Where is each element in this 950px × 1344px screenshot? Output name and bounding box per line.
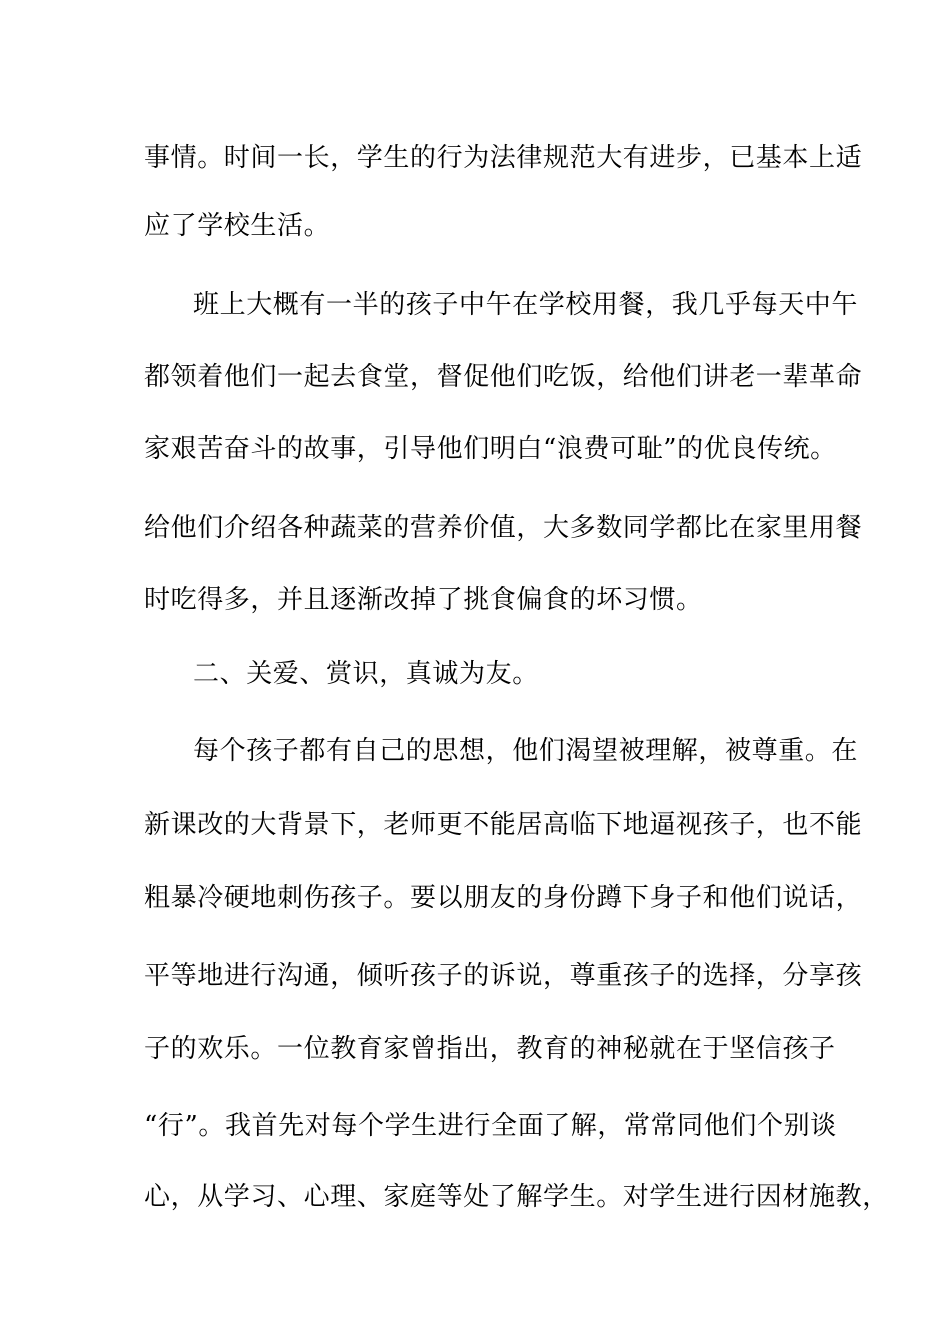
text-line: 新课改的大背景下，老师更不能居高临下地逼视孩子，也不能 [144,810,863,840]
section-heading: 二、关爱、赏识，真诚为友。 [193,659,539,689]
text-line: 心，从学习、心理、家庭等处了解学生。对学生进行因材施教， [144,1182,889,1212]
text-line: 应了学校生活。 [144,211,331,241]
text-line: 家艰苦奋斗的故事，引导他们明白“浪费可耻”的优良传统。 [144,434,837,464]
text-line: 给他们介绍各种蔬菜的营养价值，大多数同学都比在家里用餐 [144,513,863,543]
text-line: 时吃得多，并且逐渐改掉了挑食偏食的坏习惯。 [144,585,703,615]
text-line: 平等地进行沟通，倾听孩子的诉说，尊重孩子的选择，分享孩 [144,961,863,991]
text-line: 都领着他们一起去食堂，督促他们吃饭，给他们讲老一辈革命 [144,362,863,392]
text-line: 粗暴冷硬地刺伤孩子。要以朋友的身份蹲下身子和他们说话， [144,883,863,913]
text-line: 子的欢乐。一位教育家曾指出，教育的神秘就在于坚信孩子 [144,1034,836,1064]
text-line: 事情。时间一长，学生的行为法律规范大有进步，已基本上适 [144,143,863,173]
paragraph-start-line: 每个孩子都有自己的思想，他们渴望被理解，被尊重。在 [193,736,859,766]
paragraph-start-line: 班上大概有一半的孩子中午在学校用餐，我几乎每天中午 [193,290,859,320]
text-line: “行”。我首先对每个学生进行全面了解，常常同他们个别谈 [144,1111,837,1141]
